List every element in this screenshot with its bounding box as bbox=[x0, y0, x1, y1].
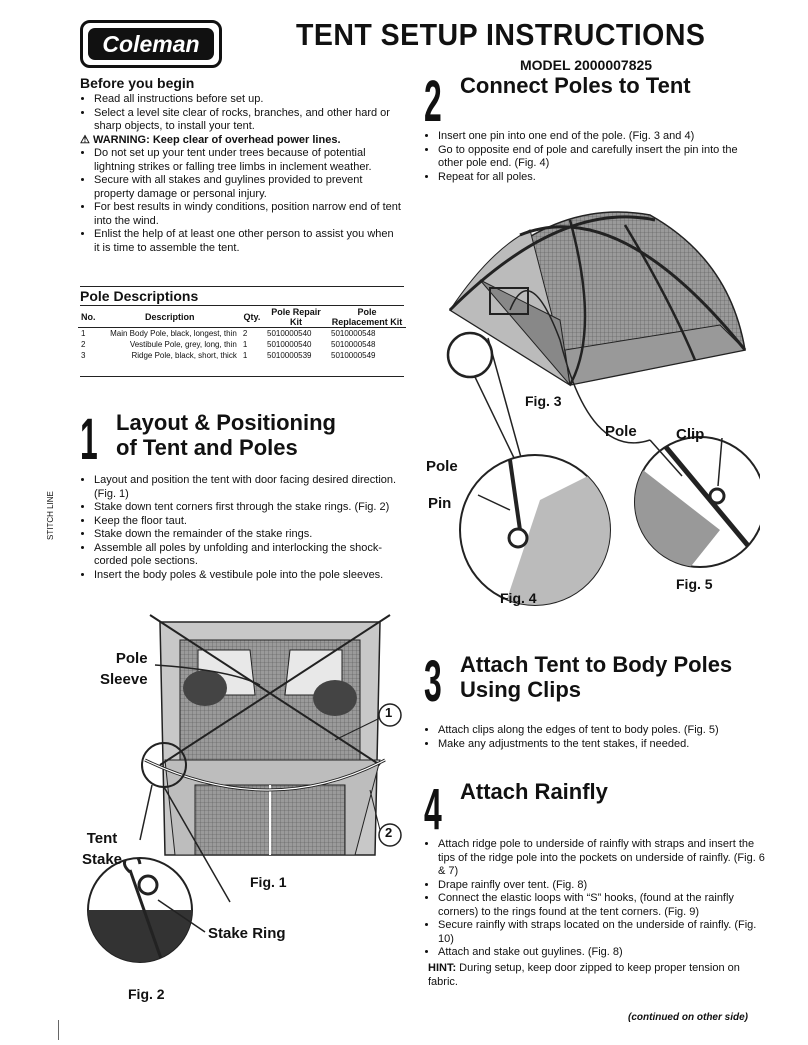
col-replacement: Pole Replacement Kit bbox=[328, 307, 406, 328]
before-section bbox=[80, 93, 402, 255]
list-item: • Stake down the remainder of the stake rings. bbox=[94, 528, 410, 542]
step1-list bbox=[80, 474, 410, 582]
label-stake-ring: Stake Ring bbox=[208, 925, 286, 942]
label-line: Pole bbox=[115, 650, 148, 667]
list-item: • Repeat for all poles. bbox=[438, 171, 760, 185]
step3-title-line1: Attach Tent to Body Poles bbox=[460, 652, 733, 677]
step4-list bbox=[424, 838, 766, 960]
list-item: • Connect the elastic loops with “S” hooks, (found at the rainfly corners) to the rings found at the tent corners. (Fig. 9) bbox=[438, 892, 766, 919]
step4-number: 4 bbox=[424, 777, 442, 842]
list-item: • Attach ridge pole to underside of rainfly with straps and insert the tips of the ridge pole into the pockets on underside of rainfly. (Fig. 6 & 7) bbox=[438, 838, 766, 879]
stitch-line-label: STITCH LINE bbox=[46, 491, 55, 540]
logo-text: Coleman bbox=[88, 28, 214, 60]
fig5-label: Fig. 5 bbox=[676, 576, 713, 592]
label-pin: Pin bbox=[428, 495, 452, 512]
list-item: • Layout and position the tent with door facing desired direction. (Fig. 1) bbox=[94, 474, 410, 501]
step1-title-line1: Layout & Positioning bbox=[116, 410, 336, 435]
step4-title: Attach Rainfly bbox=[460, 779, 608, 804]
cell: 2 bbox=[242, 329, 248, 338]
table-row bbox=[78, 328, 406, 340]
table-row bbox=[78, 350, 406, 361]
cell: 5010000540 bbox=[267, 340, 312, 349]
col-repair: Pole Repair Kit bbox=[264, 307, 328, 328]
page-title: TENT SETUP INSTRUCTIONS bbox=[296, 17, 706, 52]
label-clip: Clip bbox=[676, 426, 705, 443]
list-item: • Enlist the help of at least one other person to assist you when it is time to assemble the tent. bbox=[94, 228, 402, 255]
list-item: • Drape rainfly over tent. (Fig. 8) bbox=[438, 879, 766, 893]
fig4-label: Fig. 4 bbox=[500, 590, 537, 606]
cell: 5010000540 bbox=[267, 329, 312, 338]
col-no: No. bbox=[78, 307, 100, 328]
before-list-b bbox=[80, 147, 402, 255]
hint bbox=[428, 962, 750, 989]
list-item: • Read all instructions before set up. bbox=[94, 93, 402, 107]
list-item: • Select a level site clear of rocks, branches, and other hard or sharp objects, to install your tent. bbox=[94, 107, 402, 134]
fig1-label: Fig. 1 bbox=[250, 874, 287, 890]
cell: 1 bbox=[81, 329, 86, 338]
cell: Vestibule Pole, grey, long, thin bbox=[129, 340, 237, 349]
cell: 1 bbox=[242, 340, 248, 349]
pole-heading: Pole Descriptions bbox=[80, 288, 199, 304]
pole-table bbox=[78, 307, 406, 361]
list-item: • Stake down tent corners first through the stake rings. (Fig. 2) bbox=[94, 501, 410, 515]
continued-note: (continued on other side) bbox=[628, 1012, 748, 1023]
step2-number: 2 bbox=[424, 69, 442, 134]
step3-number: 3 bbox=[424, 649, 442, 714]
list-item: • For best results in windy conditions, position narrow end of tent into the wind. bbox=[94, 201, 402, 228]
margin-rule bbox=[58, 1020, 59, 1040]
list-item: • Assemble all poles by unfolding and interlocking the shock-corded pole sections. bbox=[94, 542, 410, 569]
list-item: • Keep the floor taut. bbox=[94, 515, 410, 529]
hint-text: During setup, keep door zipped to keep proper tension on fabric. bbox=[428, 962, 740, 988]
warning-line bbox=[80, 134, 402, 148]
hint-label: HINT: bbox=[428, 962, 457, 974]
cell: Main Body Pole, black, longest, thin bbox=[110, 329, 237, 338]
table-row bbox=[78, 339, 406, 350]
step1-title-line2: of Tent and Poles bbox=[116, 435, 298, 460]
pole-rule-top bbox=[80, 286, 404, 287]
label-line: Sleeve bbox=[100, 671, 148, 688]
fig3-label: Fig. 3 bbox=[525, 393, 562, 409]
label-pole-sleeve bbox=[100, 648, 148, 690]
warning-text: WARNING: Keep clear of overhead power lines. bbox=[92, 133, 341, 146]
list-item: • Attach clips along the edges of tent to body poles. (Fig. 5) bbox=[438, 724, 760, 738]
table-header-row bbox=[78, 307, 406, 328]
cell: 5010000549 bbox=[331, 351, 376, 360]
list-item: • Insert the body poles & vestibule pole into the pole sleeves. bbox=[94, 569, 410, 583]
step1-number: 1 bbox=[80, 407, 98, 472]
cell: 2 bbox=[81, 340, 86, 349]
step3-title bbox=[460, 652, 732, 702]
before-heading: Before you begin bbox=[80, 75, 195, 91]
cell: 5010000548 bbox=[331, 329, 376, 338]
col-description: Description bbox=[100, 307, 240, 328]
list-item: • Make any adjustments to the tent stakes, if needed. bbox=[438, 738, 760, 752]
before-list-a bbox=[80, 93, 402, 134]
pole-rule-bottom bbox=[80, 376, 404, 377]
list-item: • Secure rainfly with straps located on the underside of rainfly. (Fig. 10) bbox=[438, 919, 766, 946]
fig2-circle bbox=[80, 855, 205, 970]
warning-icon: ⚠ bbox=[80, 133, 90, 146]
fig3-fig5-illustration bbox=[420, 200, 760, 610]
label-line: Tent bbox=[86, 830, 118, 847]
coleman-logo bbox=[80, 20, 222, 68]
cell: 5010000539 bbox=[267, 351, 312, 360]
step2-list bbox=[424, 130, 760, 184]
label-pole-fig5: Pole bbox=[605, 423, 637, 440]
label-line: Stake bbox=[82, 851, 123, 868]
list-item: • Attach and stake out guylines. (Fig. 8) bbox=[438, 946, 766, 960]
pole-rule-mid bbox=[80, 305, 404, 306]
step3-title-line2: Using Clips bbox=[460, 677, 582, 702]
label-tent-stake bbox=[82, 828, 122, 870]
list-item: • Secure with all stakes and guylines provided to prevent property damage or personal injury. bbox=[94, 174, 402, 201]
cell: Ridge Pole, black, short, thick bbox=[131, 351, 237, 360]
cell: 3 bbox=[81, 351, 86, 360]
cell: 1 bbox=[242, 351, 248, 360]
model-number: MODEL 2000007825 bbox=[520, 57, 653, 73]
callout-2: 2 bbox=[385, 825, 393, 840]
col-qty: Qty. bbox=[240, 307, 264, 328]
step2-title: Connect Poles to Tent bbox=[460, 73, 691, 98]
list-item: • Insert one pin into one end of the pole. (Fig. 3 and 4) bbox=[438, 130, 760, 144]
callout-1: 1 bbox=[385, 705, 393, 720]
list-item: • Do not set up your tent under trees because of potential lightning strikes or falling tree limbs in inclement weather. bbox=[94, 147, 402, 174]
fig2-label: Fig. 2 bbox=[128, 986, 165, 1002]
cell: 5010000548 bbox=[331, 340, 376, 349]
list-item: • Go to opposite end of pole and carefully insert the pin into the other pole end. (Fig. 4) bbox=[438, 144, 760, 171]
step3-list bbox=[424, 724, 760, 751]
label-pole-fig4: Pole bbox=[426, 458, 458, 475]
step1-title bbox=[116, 410, 336, 460]
